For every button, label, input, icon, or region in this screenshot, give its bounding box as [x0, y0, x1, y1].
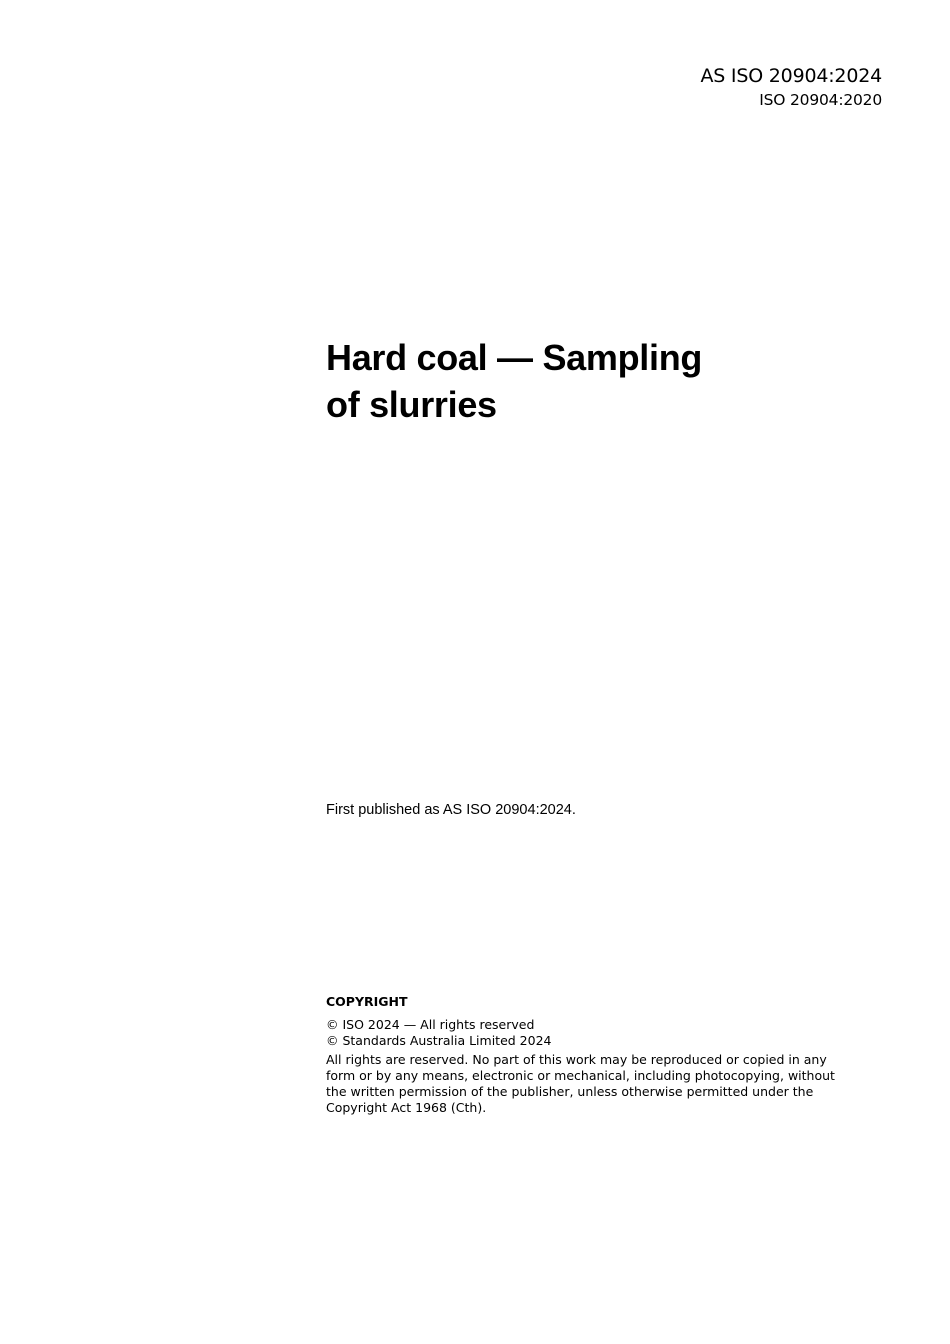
iso-designation: ISO 20904:2020: [759, 91, 882, 109]
copyright-notice: All rights are reserved. No part of this work may be reproduced or copied in any form or by any means, electronic or mechanical, including photocopying, without the written permission of the publisher, unless otherwise permitted under the Copyright Act 1968 (Cth).: [326, 1052, 835, 1115]
copyright-heading: COPYRIGHT: [326, 994, 408, 1009]
copyright-block: [326, 994, 866, 1116]
standard-designation: [700, 63, 882, 111]
title-line-1: Hard coal — Sampling: [326, 337, 703, 378]
standards-australia-copyright-line: © Standards Australia Limited 2024: [326, 1033, 552, 1048]
first-published-note: First published as AS ISO 20904:2024.: [326, 802, 576, 818]
as-designation: AS ISO 20904:2024: [700, 65, 882, 87]
document-title: [326, 334, 846, 428]
iso-copyright-line: © ISO 2024 — All rights reserved: [326, 1017, 535, 1032]
title-line-2: of slurries: [326, 384, 497, 425]
